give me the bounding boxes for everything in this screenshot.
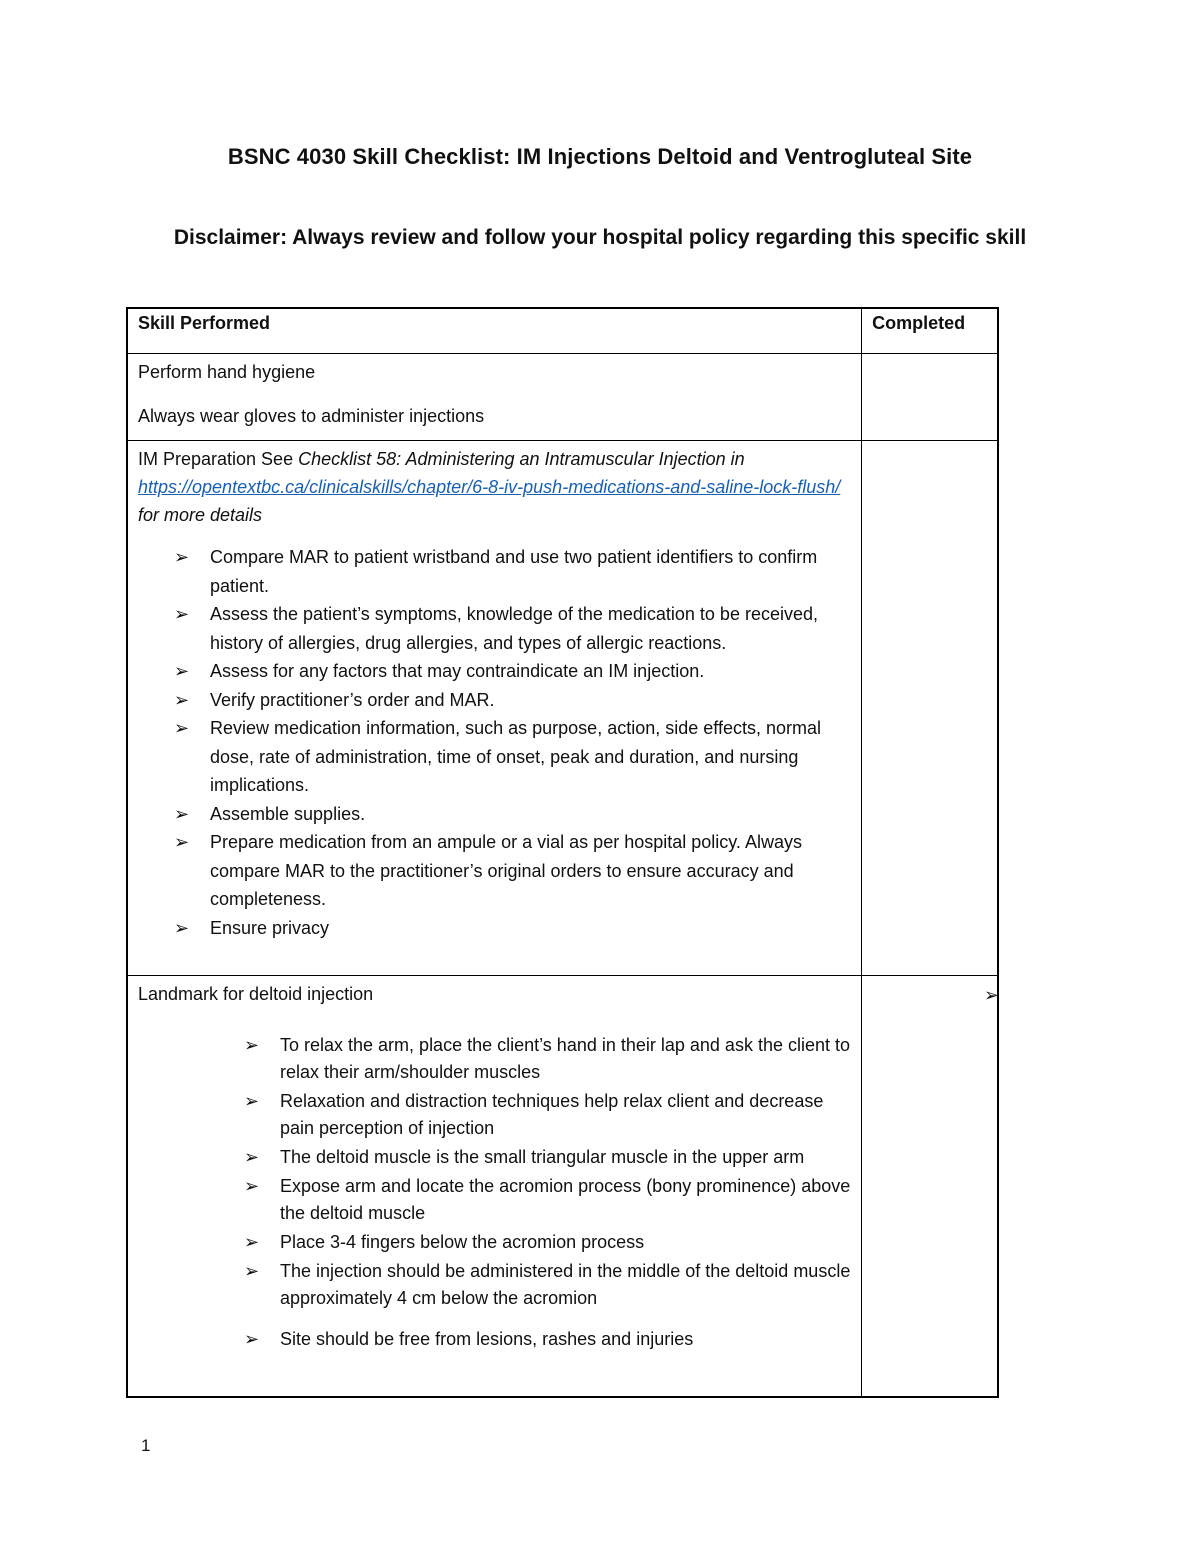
arrow-bullet-icon: ➢ [244,1091,260,1111]
header-skill-performed: Skill Performed [127,308,862,354]
list-item: ➢ Relaxation and distraction techniques help relax client and decrease pain perception of injection [244,1088,851,1142]
arrow-bullet-icon: ➢ [174,832,190,852]
deltoid-heading: Landmark for deltoid injection [138,984,374,1004]
arrow-bullet-icon: ➢ [174,661,190,681]
page-number: 1 [141,1436,151,1455]
completed-cell[interactable] [862,976,998,1398]
hand-hygiene-text: Perform hand hygiene [138,362,316,382]
arrow-bullet-icon: ➢ [174,547,190,567]
skill-checklist-table [126,307,999,1398]
list-item: ➢ Compare MAR to patient wristband and use two patient identifiers to confirm patient. [174,543,851,600]
skill-cell-hand-hygiene [127,354,862,441]
header-completed: Completed [862,308,998,354]
table-row [127,976,998,1398]
list-item: ➢ Prepare medication from an ampule or a vial as per hospital policy. Always compare MAR to the practitioner’s original orders to ensure accuracy and completeness. [174,828,851,914]
im-prep-label: IM Preparation See [138,449,299,469]
list-item: ➢ Place 3-4 fingers below the acromion process [244,1229,851,1256]
completed-cell[interactable] [862,441,998,976]
table-header-row [127,308,998,354]
im-prep-list [138,543,851,942]
arrow-bullet-icon: ➢ [174,689,190,710]
checklist-reference: Checklist 58: Administering an Intramuscular Injection in [298,449,745,469]
list-item: ➢ Review medication information, such as purpose, action, side effects, normal dose, rate of administration, time of onset, peak and duration, and nursing implications. [174,714,851,800]
arrow-bullet-icon: ➢ [244,1035,260,1055]
im-prep-intro [138,445,851,529]
arrow-bullet-icon: ➢ [244,1261,260,1281]
completed-cell[interactable] [862,354,998,441]
disclaimer: Disclaimer: Always review and follow your hospital policy regarding this specific skill [173,226,1027,249]
skill-cell-deltoid-landmark [127,976,862,1398]
table-row [127,354,998,441]
arrow-bullet-icon: ➢ [984,985,1000,1005]
list-item: ➢ Verify practitioner’s order and MAR. [174,686,851,715]
arrow-bullet-icon: ➢ [244,1232,260,1252]
list-item: ➢ To relax the arm, place the client’s hand in their lap and ask the client to relax their arm/shoulder muscles [244,1032,851,1086]
arrow-bullet-icon: ➢ [174,718,190,738]
list-item: ➢ The injection should be administered in the middle of the deltoid muscle approximately 4 cm below the acromion [244,1258,851,1312]
arrow-bullet-icon: ➢ [174,604,190,624]
arrow-bullet-icon: ➢ [244,1176,260,1196]
gloves-text: Always wear gloves to administer injections [138,406,485,426]
more-details-text: for more details [138,505,263,525]
table-row [127,441,998,976]
list-item: ➢ The deltoid muscle is the small triangular muscle in the upper arm [244,1144,851,1171]
arrow-bullet-icon: ➢ [244,1329,260,1349]
list-item: ➢ Assess for any factors that may contraindicate an IM injection. [174,657,851,686]
list-item: ➢ Assemble supplies. [174,800,851,829]
opentextbc-link[interactable]: https://opentextbc.ca/clinicalskills/chapter/6-8-iv-push-medications-and-saline-lock-flush/ [138,477,841,497]
list-item: ➢ Site should be free from lesions, rashes and injuries [244,1326,851,1353]
deltoid-list [138,1032,851,1353]
page-title: BSNC 4030 Skill Checklist: IM Injections Deltoid and Ventrogluteal Site [227,144,973,169]
arrow-bullet-icon: ➢ [174,917,190,938]
list-item: ➢ Ensure privacy [174,914,851,943]
list-item: ➢ Expose arm and locate the acromion process (bony prominence) above the deltoid muscle [244,1173,851,1227]
skill-cell-im-preparation [127,441,862,976]
arrow-bullet-icon: ➢ [244,1147,260,1167]
arrow-bullet-icon: ➢ [174,803,190,824]
list-item: ➢ Assess the patient’s symptoms, knowledge of the medication to be received, history of allergies, drug allergies, and types of allergic reactions. [174,600,851,657]
